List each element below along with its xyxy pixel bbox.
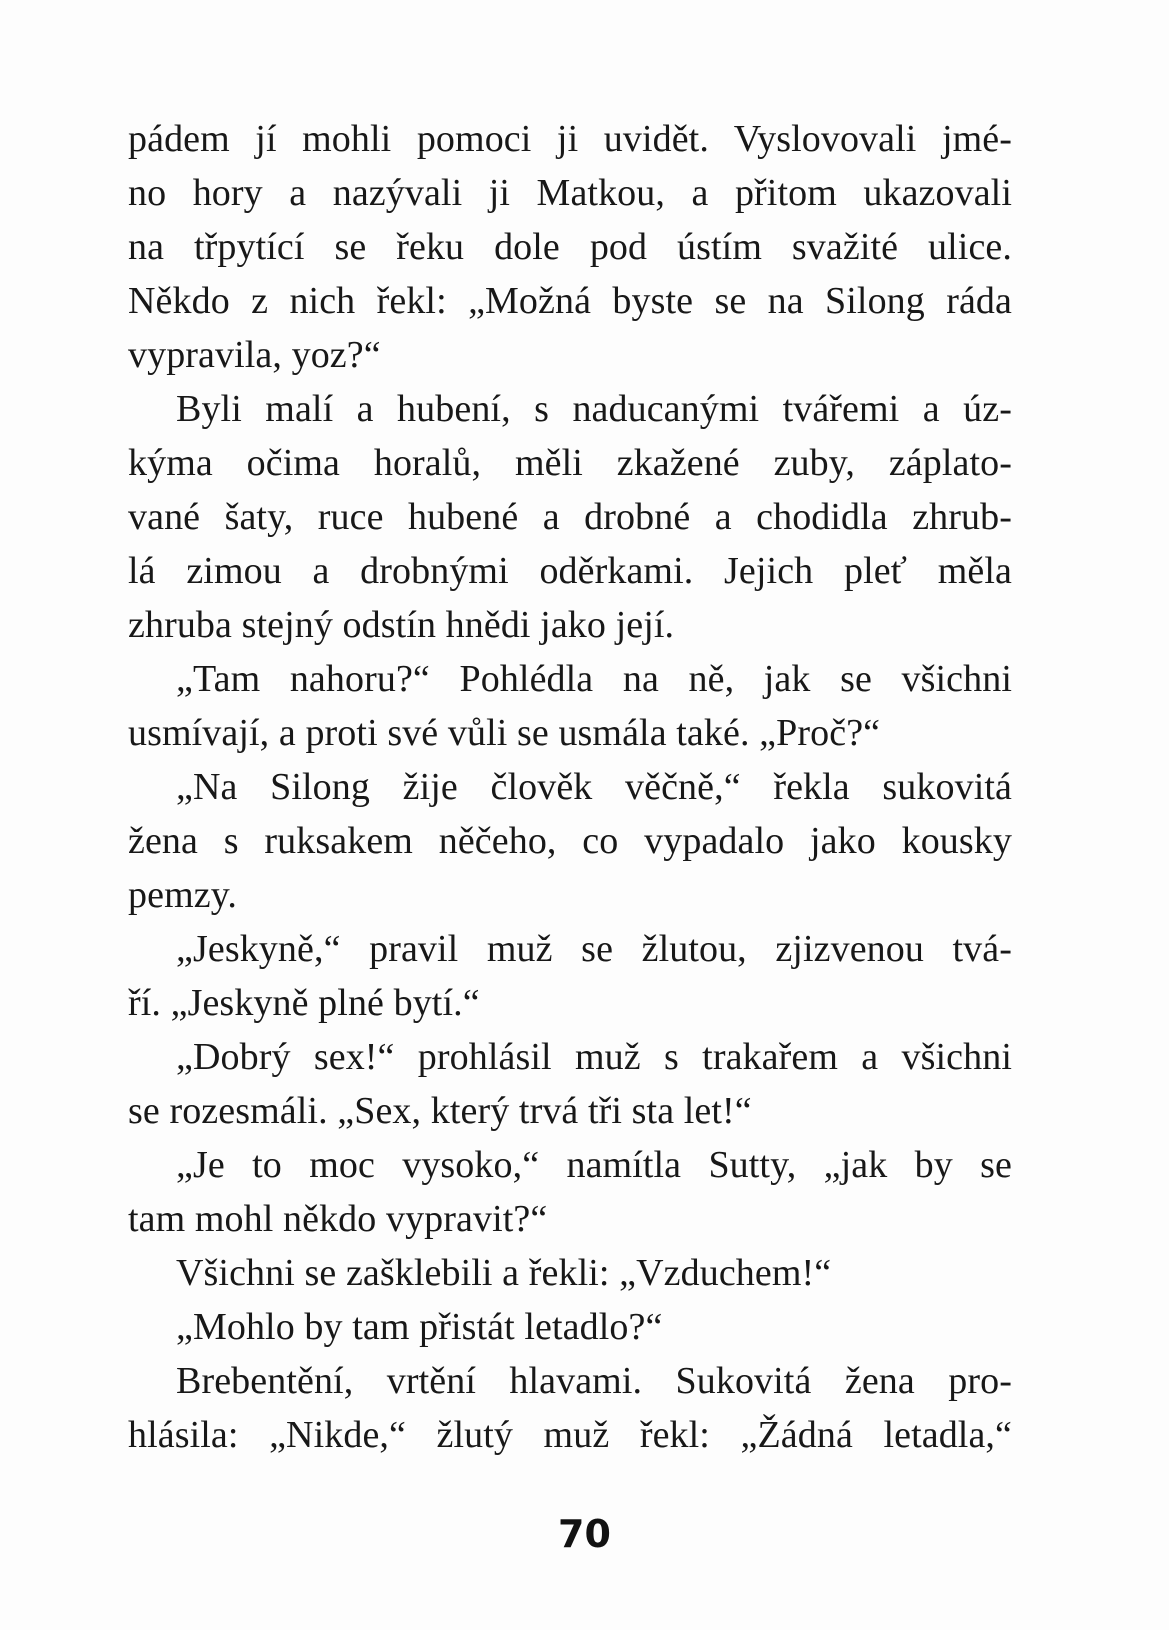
paragraph bbox=[128, 922, 1012, 1030]
paragraph bbox=[128, 1030, 1012, 1138]
paragraph bbox=[128, 1354, 1012, 1462]
page-text-block bbox=[128, 112, 1012, 1462]
text-line: kýma očima horalů, měli zkažené zuby, záplato- bbox=[128, 442, 1012, 484]
text-line: se rozesmáli. „Sex, který trvá tři sta let!“ bbox=[128, 1090, 752, 1132]
text-line: tam mohl někdo vypravit?“ bbox=[128, 1198, 548, 1240]
text-line: Všichni se zašklebili a řekli: „Vzduchem!“ bbox=[176, 1252, 832, 1294]
text-line: usmívají, a proti své vůli se usmála také. „Proč?“ bbox=[128, 712, 881, 754]
text-line: ří. „Jeskyně plné bytí.“ bbox=[128, 982, 480, 1024]
text-line: pádem jí mohli pomoci ji uvidět. Vyslovovali jmé- bbox=[128, 118, 1012, 160]
text-line: pemzy. bbox=[128, 874, 237, 916]
text-line: „Je to moc vysoko,“ namítla Sutty, „jak by se bbox=[176, 1144, 1012, 1186]
paragraph bbox=[128, 1246, 1012, 1300]
paragraph bbox=[128, 112, 1012, 382]
text-line: no hory a nazývali ji Matkou, a přitom ukazovali bbox=[128, 172, 1012, 214]
paragraph bbox=[128, 1138, 1012, 1246]
text-line: „Dobrý sex!“ prohlásil muž s trakařem a všichni bbox=[176, 1036, 1012, 1078]
paragraph bbox=[128, 1300, 1012, 1354]
paragraph bbox=[128, 760, 1012, 922]
text-line: žena s ruksakem něčeho, co vypadalo jako kousky bbox=[128, 820, 1012, 862]
paragraph bbox=[128, 382, 1012, 652]
text-line: lá zimou a drobnými oděrkami. Jejich pleť měla bbox=[128, 550, 1012, 592]
text-line: Brebentění, vrtění hlavami. Sukovitá žena pro- bbox=[176, 1360, 1012, 1402]
paragraph bbox=[128, 652, 1012, 760]
text-line: Byli malí a hubení, s naducanými tvářemi a úz- bbox=[176, 388, 1012, 430]
text-line: „Mohlo by tam přistát letadlo?“ bbox=[176, 1306, 663, 1348]
text-line: vypravila, yoz?“ bbox=[128, 334, 381, 376]
text-line: „Tam nahoru?“ Pohlédla na ně, jak se všichni bbox=[176, 658, 1012, 700]
text-line: Někdo z nich řekl: „Možná byste se na Silong ráda bbox=[128, 280, 1012, 322]
text-line: „Na Silong žije člověk věčně,“ řekla sukovitá bbox=[176, 766, 1012, 808]
text-line: „Jeskyně,“ pravil muž se žlutou, zjizvenou tvá- bbox=[176, 928, 1012, 970]
text-line: hlásila: „Nikde,“ žlutý muž řekl: „Žádná letadla,“ bbox=[128, 1414, 1012, 1456]
text-line: na třpytící se řeku dole pod ústím svažité ulice. bbox=[128, 226, 1012, 268]
text-line: vané šaty, ruce hubené a drobné a chodidla zhrub- bbox=[128, 496, 1012, 538]
text-line: zhruba stejný odstín hnědi jako její. bbox=[128, 604, 675, 646]
page-number: 70 bbox=[558, 1512, 611, 1556]
